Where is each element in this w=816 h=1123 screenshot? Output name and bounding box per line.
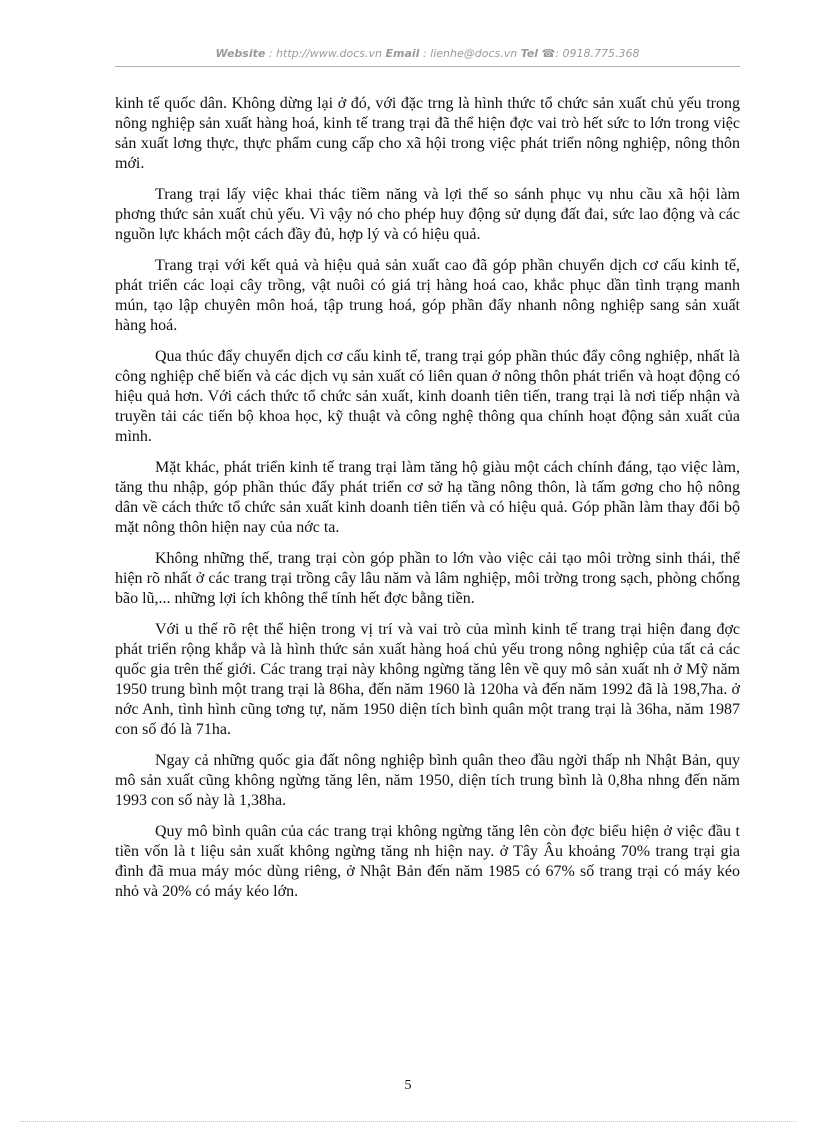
page-number: 5: [404, 1078, 412, 1093]
document-body: [115, 94, 740, 913]
paragraph-6: Không những thế, trang trại còn góp phần to lớn vào việc cải tạo môi trờng sinh thái, thể hiện rõ nhất ở các trang trại trồng cây lâu năm và lâm nghiệp, môi trờng trong sạch, phòng chống bão lũ,... những lợi ích không thể tính hết đợc bằng tiền.: [115, 550, 740, 607]
paragraph-1: kinh tế quốc dân. Không dừng lại ở đó, với đặc trng là hình thức tổ chức sản xuất chủ yếu trong nông nghiệp sản xuất hàng hoá, kinh tế trang trại đã thể hiện đợc vai trò hết sức to lớn trong việc sản xuất lơng thực, thực phẩm cung cấp cho xã hội trong việc phát triển nông nghiệp, nông thôn mới.: [115, 95, 740, 172]
paragraph-3: Trang trại với kết quả và hiệu quả sản xuất cao đã góp phần chuyển dịch cơ cấu kinh tế, phát triển các loại cây trồng, vật nuôi có giá trị hàng hoá cao, khắc phục dần tình trạng manh mún, tạo lập chuyên môn hoá, tập trung hoá, góp phần đẩy nhanh nông nghiệp sang sản xuất hàng hoá.: [115, 257, 740, 334]
tel-label: Tel: [520, 47, 539, 60]
website-label: Website: [215, 47, 266, 60]
page-header: [115, 47, 740, 60]
email-label: Email: [385, 47, 420, 60]
website-value: : http://www.docs.vn: [268, 47, 383, 60]
page-bottom-divider: [20, 1121, 796, 1122]
paragraph-4: Qua thúc đẩy chuyển dịch cơ cấu kinh tế, trang trại góp phần thúc đẩy công nghiệp, nhất là công nghiệp chế biến và các dịch vụ sản xuất có liên quan ở nông thôn phát triển và hoạt động có hiệu quả hơn. Với cách thức tổ chức sản xuất, kinh doanh tiên tiến, trang trại là nơi tiếp nhận và truyền tải các tiến bộ khoa học, kỹ thuật và công nghệ thông qua chính hoạt động sản xuất của mình.: [115, 348, 740, 445]
paragraph-9: Quy mô bình quân của các trang trại không ngừng tăng lên còn đợc biểu hiện ở việc đầu t tiền vốn là t liệu sản xuất không ngừng tăng nh hiện nay. ở Tây Âu khoảng 70% trang trại gia đình đã mua máy móc dùng riêng, ở Nhật Bản đến năm 1985 có 67% số trang trại có máy kéo nhỏ và 20% có máy kéo lớn.: [115, 823, 740, 900]
header-divider: [115, 66, 740, 67]
tel-value: ☎: 0918.775.368: [541, 47, 640, 60]
paragraph-8: Ngay cả những quốc gia đất nông nghiệp bình quân theo đầu ngời thấp nh Nhật Bản, quy mô sản xuất cũng không ngừng tăng lên, năm 1950, diện tích trung bình là 0,8ha nhng đến năm 1993 con số này là 1,38ha.: [115, 752, 740, 809]
paragraph-5: Mặt khác, phát triển kinh tế trang trại làm tăng hộ giàu một cách chính đáng, tạo việc làm, tăng thu nhập, góp phần thúc đẩy phát triển cơ sở hạ tầng nông thôn, là tấm gơng cho hộ nông dân về cách thức tổ chức sản xuất kinh doanh tiên tiến và có hiệu quả. Góp phần làm thay đổi bộ mặt nông thôn hiện nay của nớc ta.: [115, 459, 740, 536]
paragraph-7: Với u thế rõ rệt thể hiện trong vị trí và vai trò của mình kinh tế trang trại hiện đang đợc phát triển rộng khắp và là hình thức sản xuất hàng hoá chủ yếu trong nông nghiệp của tất cả các quốc gia trên thế giới. Các trang trại này không ngừng tăng lên về quy mô sản xuất nh ở Mỹ năm 1950 trung bình một trang trại là 86ha, đến năm 1960 là 120ha và đến năm 1992 đã là 198,7ha. ở nớc Anh, tình hình cũng tơng tự, năm 1950 diện tích bình quân một trang trại là 36ha, năm 1987 con số đó là 71ha.: [115, 621, 740, 738]
email-value: : lienhe@docs.vn: [422, 47, 518, 60]
paragraph-2: Trang trại lấy việc khai thác tiềm năng và lợi thế so sánh phục vụ nhu cầu xã hội làm phơng thức sản xuất chủ yếu. Vì vậy nó cho phép huy động sử dụng đất đai, sức lao động và các nguồn lực khách một cách đầy đủ, hợp lý và có hiệu quả.: [115, 186, 740, 243]
